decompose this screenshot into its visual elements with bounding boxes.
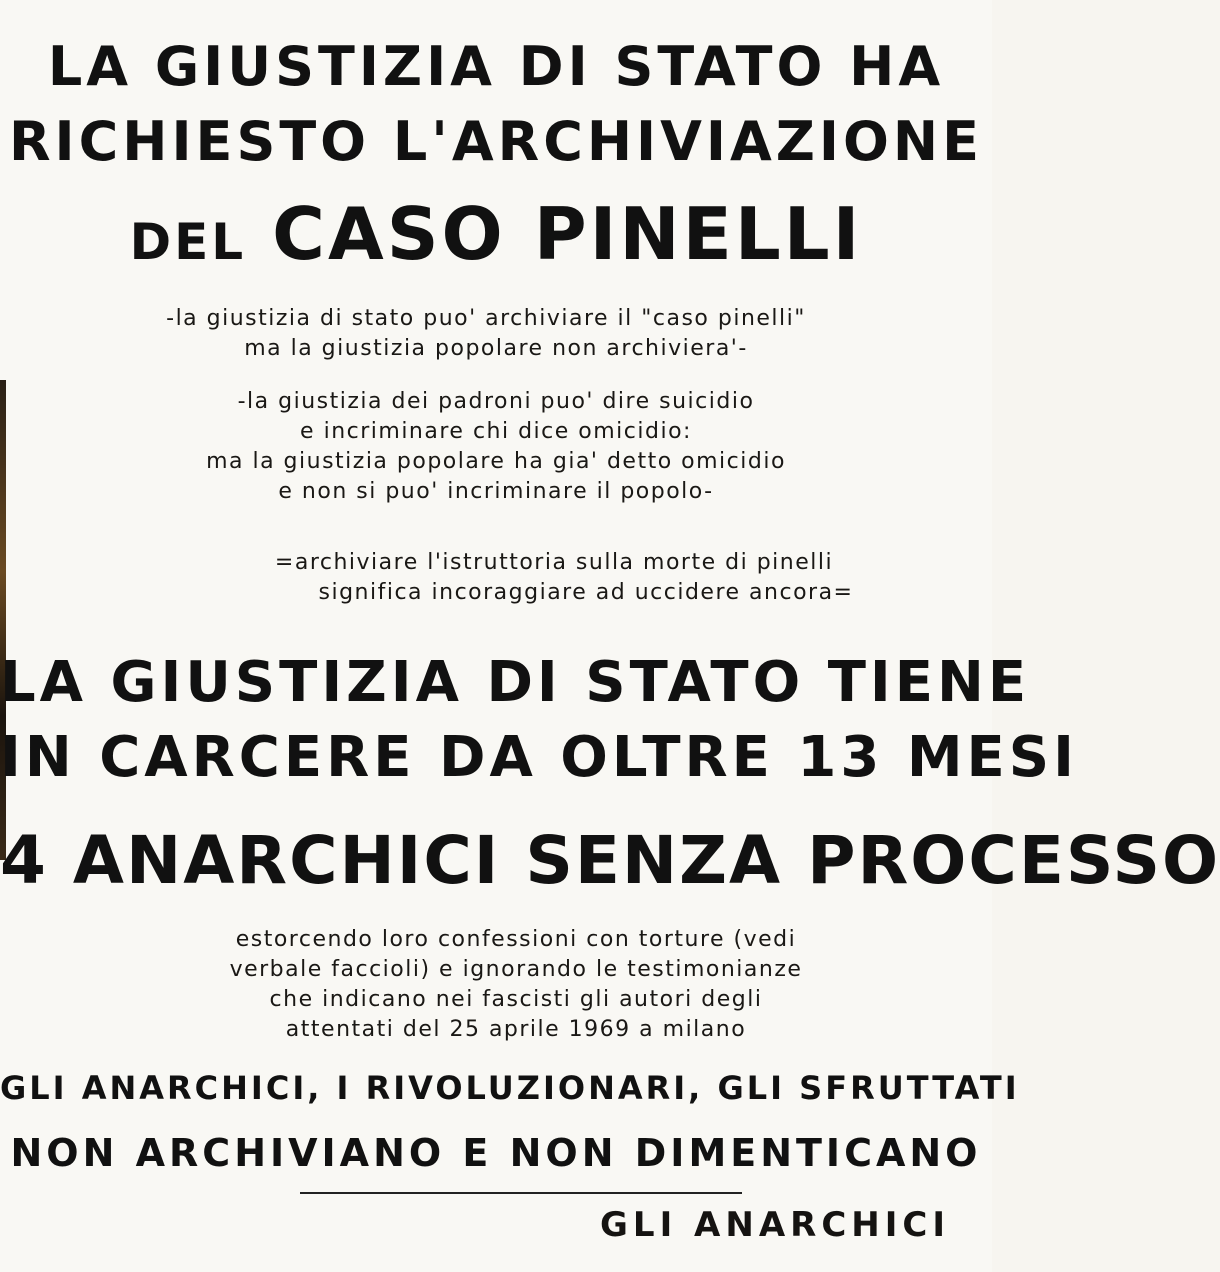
headline2-line-2: IN CARCERE DA OLTRE 13 MESI (0, 725, 1078, 790)
headline-line-3 (0, 192, 992, 276)
paragraph-line: che indicano nei fascisti gli autori degli (269, 987, 763, 1012)
headline-line-3-main: CASO PINELLI (272, 192, 863, 276)
headline-line-3-prefix: DEL (129, 213, 247, 271)
headline-line-2: RICHIESTO L'ARCHIVIAZIONE (8, 110, 984, 173)
paragraph-archiviare (0, 304, 992, 364)
headline-line-1: LA GIUSTIZIA DI STATO HA (47, 35, 945, 98)
paragraph-suicidio (0, 387, 992, 507)
paragraph-istruttoria (0, 548, 992, 608)
signature: GLI ANARCHICI (600, 1205, 950, 1245)
paragraph-line: e incriminare chi dice omicidio: (300, 419, 692, 444)
paragraph-line: =archiviare l'istruttoria sulla morte di pinelli (274, 550, 834, 575)
paragraph-line: e non si puo' incriminare il popolo- (278, 479, 714, 504)
paragraph-line: -la giustizia di stato puo' archiviare il "caso pinelli" (166, 306, 806, 331)
closing-line-2: NON ARCHIVIANO E NON DIMENTICANO (10, 1131, 982, 1175)
paragraph-confessioni (0, 925, 992, 1045)
headline2-line-3: 4 ANARCHICI SENZA PROCESSO (0, 822, 1220, 899)
paragraph-line: ma la giustizia popolare ha gia' detto omicidio (206, 449, 786, 474)
closing-line-1: GLI ANARCHICI, I RIVOLUZIONARI, GLI SFRUTTATI (0, 1069, 1020, 1107)
paragraph-line: ma la giustizia popolare non archiviera'- (244, 336, 748, 361)
paragraph-line: significa incoraggiare ad uccidere ancora= (318, 580, 854, 605)
paragraph-line: estorcendo loro confessioni con torture (vedi (235, 927, 797, 952)
paragraph-line: verbale faccioli) e ignorando le testimonianze (229, 957, 803, 982)
paragraph-line: attentati del 25 aprile 1969 a milano (285, 1017, 747, 1042)
paragraph-line: -la giustizia dei padroni puo' dire suicidio (237, 389, 755, 414)
headline2-line-1: LA GIUSTIZIA DI STATO TIENE (0, 650, 1031, 715)
signature-divider (300, 1192, 742, 1194)
